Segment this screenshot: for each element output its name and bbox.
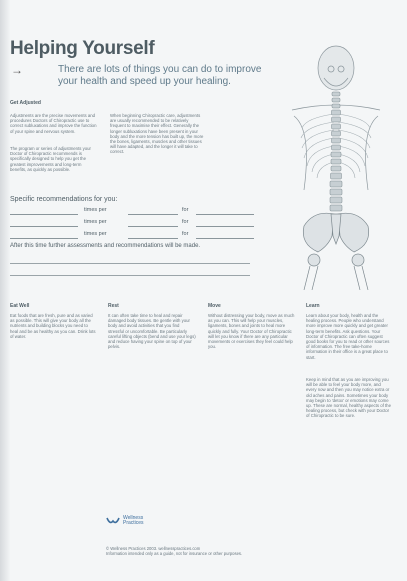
duration-blank[interactable] (196, 226, 254, 227)
page-title: Helping Yourself (10, 38, 155, 59)
intro-paragraph-3: When beginning Chiropractic care, adjustments are usually recommended to be relatively frequent to maximise their effect. Generally the longer subluxations have been present in your body and the more tension has built up, the more the bones, ligaments, muscles and other tissues will have adapted, and the longer it will take to correct. (110, 113, 204, 155)
logo-icon (106, 516, 120, 526)
times-per-label: times per (84, 231, 107, 237)
tip-heading: Learn (306, 303, 320, 309)
after-text: After this time further assessments and recommendations will be made. (10, 243, 201, 249)
recommendations-heading: Specific recommendations for you: (10, 196, 118, 203)
tip-text: Learn about your body, health and the healing process. People who understand more improve more quickly and get greater long-term benefits. Ask questions. Your Doctor of Chiropractic can often suggest good books for you to read or other sources of information. The free take-home information in their office is a great place to start. (306, 313, 390, 360)
for-label: for (182, 207, 189, 213)
wellness-practices-logo (106, 516, 144, 526)
period-blank[interactable] (128, 226, 178, 227)
times-per-label: times per (84, 219, 107, 225)
intro-paragraph-1: Adjustments are the precise movements and procedures Doctors of Chiropractic use to correct subluxations and improve the function of your spine and nervous system. (10, 113, 97, 134)
intro-paragraph-2: The program or series of adjustments your Doctor of Chiropractic recommends is specifically designed to help you get the greatest improvements and long-term benefits, as quickly as possible. (10, 146, 91, 172)
arrow-right-icon: → (11, 63, 23, 77)
frequency-blank[interactable] (10, 214, 78, 215)
notes-line[interactable] (10, 275, 250, 276)
duration-blank[interactable] (196, 214, 254, 215)
tip-text: Eat foods that are fresh, pure and as varied as possible. This will give your body all the nutrients and building blocks you need to heal and be as healthy as you can. Drink lots of water. (10, 313, 96, 339)
period-blank[interactable] (128, 238, 178, 239)
frequency-blank[interactable] (10, 238, 78, 239)
copyright-text: © Wellness Practices 2003. wellnesspractices.com (106, 546, 201, 551)
tip-heading: Eat Well (10, 303, 30, 309)
disclaimer-text: Information intended only as a guide, not for insurance or other purposes. (106, 551, 243, 556)
logo-line-1: Wellness (123, 515, 144, 521)
period-blank[interactable] (128, 214, 178, 215)
lead-text: There are lots of things you can do to improve your health and speed up your healing. (58, 64, 262, 87)
tip-text: It can often take time to heal and repair damaged body tissues. Be gentle with your body and avoid activities that you find stressful or uncomfortable. Be particularly careful lifting objects (bend and use your legs) and reduce having your spine on top of your pelvis. (108, 313, 196, 350)
notes-line[interactable] (10, 263, 250, 264)
for-label: for (182, 219, 189, 225)
duration-blank[interactable] (196, 238, 254, 239)
tip-heading: Rest (108, 303, 119, 309)
logo-line-2: Practices (123, 520, 144, 526)
times-per-label: times per (84, 207, 107, 213)
page-binding-shadow (0, 0, 10, 581)
footer (106, 546, 242, 556)
recommendation-row[interactable] (10, 207, 280, 217)
recommendation-row[interactable] (10, 231, 280, 241)
frequency-blank[interactable] (10, 226, 78, 227)
tip-text: Without distressing your body, move as much as you can. This will help your muscles, ligaments, bones and joints to heal more quickly and fully. Your Doctor of Chiropractic will let you know if there are any particular movements or exercises they feel could help you. (208, 313, 295, 350)
tip-heading: Move (208, 303, 221, 309)
recommendation-row[interactable] (10, 219, 280, 229)
tip-text-2: Keep in mind that as you are improving you will be able to feel your body more, and every now and then you may notice extra or old aches and pains. Sometimes your body may begin to 'detox' or emotions may come up. These are normal, healthy aspects of the healing process, but check with your Doctor of Chiropractic to be sure. (306, 377, 391, 419)
section-heading-get-adjusted: Get Adjusted (10, 100, 41, 106)
spine-illustration (284, 40, 388, 290)
for-label: for (182, 231, 189, 237)
